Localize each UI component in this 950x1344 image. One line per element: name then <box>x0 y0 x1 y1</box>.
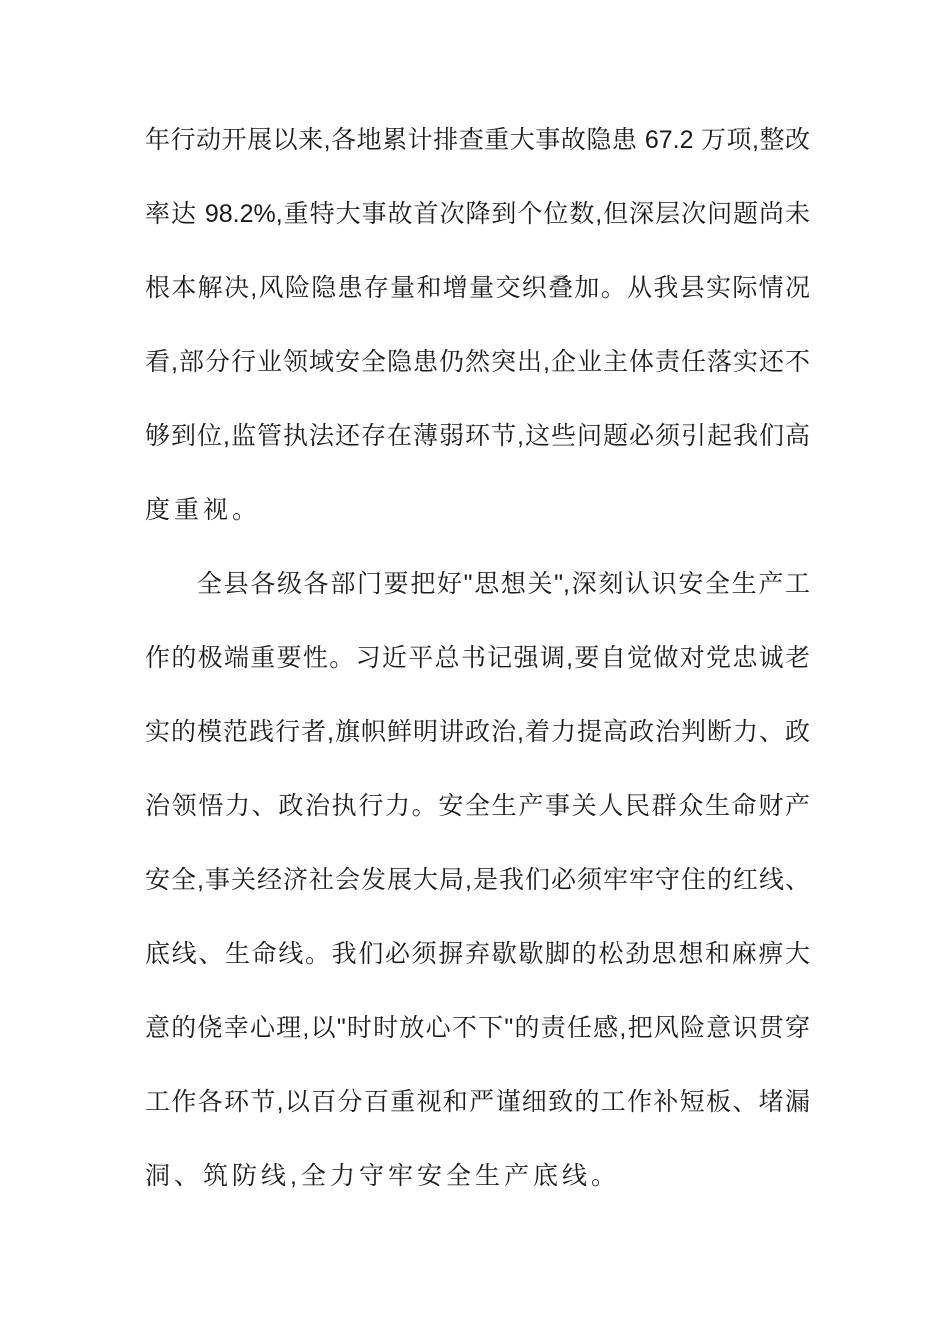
text-line: 治领悟力、政治执行力。安全生产事关人民群众生命财产 <box>145 792 810 820</box>
text-line: 根本解决,风险隐患存量和增量交织叠加。从我县实际情况 <box>145 274 810 302</box>
text-line: 看,部分行业领域安全隐患仍然突出,企业主体责任落实还不 <box>145 348 810 376</box>
text-line: 安全,事关经济社会发展大局,是我们必须牢牢守住的红线、 <box>145 866 810 894</box>
text-line: 意的侥幸心理,以"时时放心不下"的责任感,把风险意识贯穿 <box>145 1014 810 1042</box>
text-line: 实的模范践行者,旗帜鲜明讲政治,着力提高政治判断力、政 <box>145 718 810 746</box>
text-line: 度重视。 <box>145 496 262 524</box>
text-line: 年行动开展以来,各地累计排查重大事故隐患 67.2 万项,整改 <box>145 126 810 154</box>
text-line: 率达 98.2%,重特大事故首次降到个位数,但深层次问题尚未 <box>145 200 810 228</box>
text-line: 工作各环节,以百分百重视和严谨细致的工作补短板、堵漏 <box>145 1088 810 1116</box>
text-line: 作的极端重要性。习近平总书记强调,要自觉做对党忠诚老 <box>145 644 810 672</box>
document-body <box>145 103 810 1213</box>
text-line: 够到位,监管执法还存在薄弱环节,这些问题必须引起我们高 <box>145 422 810 450</box>
text-line: 洞、筑防线,全力守牢安全生产底线。 <box>145 1162 620 1190</box>
text-line: 全县各级各部门要把好"思想关",深刻认识安全生产工 <box>197 570 810 598</box>
text-line: 底线、生命线。我们必须摒弃歇歇脚的松劲思想和麻痹大 <box>145 940 810 968</box>
